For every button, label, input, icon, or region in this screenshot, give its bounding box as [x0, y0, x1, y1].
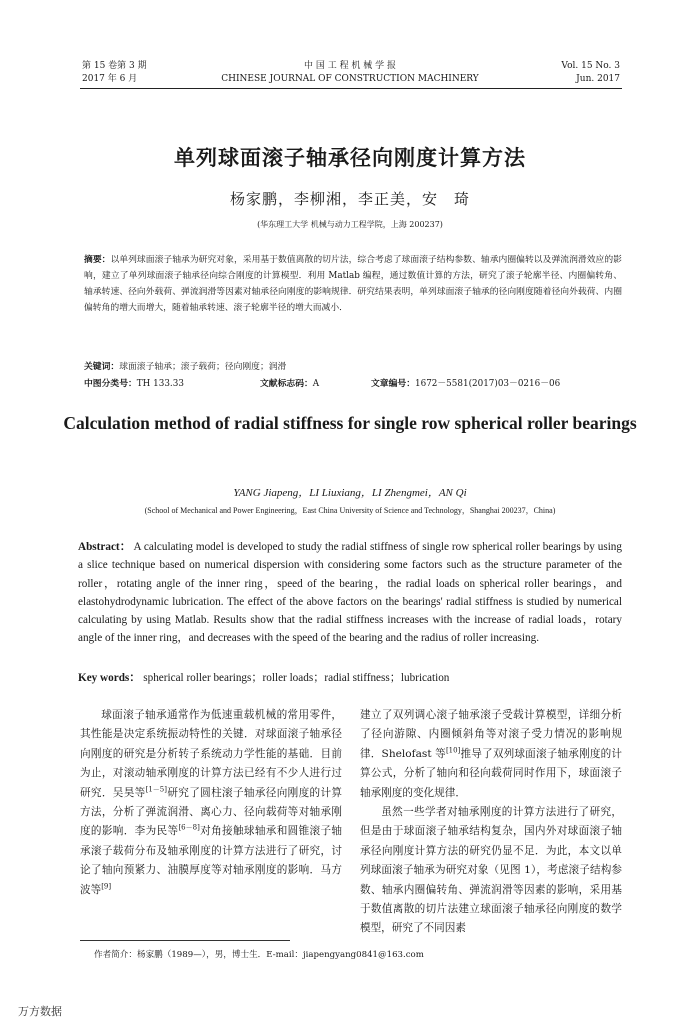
keywords-en-text: spherical roller bearings；roller loads；radial stiffness；lubrication [143, 672, 450, 684]
authors-en: YANG Jiapeng，LI Liuxiang，LI Zhengmei，AN Qi [233, 487, 467, 499]
author-footnote: 作者简介：杨家鹏（1989—），男，博士生．E-mail：jiapengyang0841@163.com [94, 950, 424, 960]
header-rule [80, 88, 622, 89]
abstract-en-text: A calculating model is developed to study the radial stiffness of single row spherical roller bearings by using a slice technique based on numerical dispersion with considering some factors such as the structure parameter of the roller，rotating angle of the inner ring，speed of the bearing，the radial loads on spherical roller bearings，and elastohydrodynamic lubrication. The effect of the above factors on the bearings' radial stiffness is studied by numerical calculating by using Matlab. Results show that the radial stiffness increases with the increase of radial loads，rotary angle of the inner ring，and decreases with the speed of the bearing and the radius of roller increasing. [78, 541, 622, 645]
abstract-cn [84, 252, 622, 316]
citation[interactable]: [10] [445, 746, 461, 755]
body-column-left [80, 706, 342, 900]
citation[interactable]: [6－8] [178, 823, 200, 832]
keywords-cn-text: 球面滚子轴承；滚子载荷；径向刚度；润滑 [119, 362, 287, 372]
wanfang-watermark: 万方数据 [18, 1005, 62, 1018]
citation[interactable]: [1－5] [145, 785, 167, 794]
header-date-en: Jun. 2017 [576, 74, 620, 84]
abstract-en-label: Abstract： [78, 541, 132, 553]
keywords-en [78, 669, 622, 687]
body-paragraph: 球面滚子轴承通常作为低速重载机械的常用零件，其性能是决定系统振动特性的关键．对球面滚子轴承径向刚度的研究是分析转子系统动力学性能的基础．目前为止，对滚动轴承刚度的计算方法已经有不少人进行过研究．吴昊等[1－5]研究了圆柱滚子轴承径向刚度的计算方法，分析了弹流润滑、离心力、径向载荷等对轴承刚度的影响．李为民等[6－8]对角接触球轴承和圆锥滚子轴承滚子载荷分布及轴承刚度的计算方法进行了研究，讨论了轴向预紧力、油膜厚度等对轴承刚度的影响．马方波等[9] [80, 709, 342, 896]
abstract-en [78, 538, 622, 648]
body-paragraph: 虽然一些学者对轴承刚度的计算方法进行了研究，但是由于球面滚子轴承结构复杂，国内外对球面滚子轴承径向刚度计算方法的研究仍显不足．为此，本文以单列球面滚子轴承为研究对象（见图 1），考虑滚子结构参数、轴承内圈偏转角、弹流润滑等因素的影响，采用基于数值离散的切片法建立球面滚子轴承径向刚度的数学模型，研究了不同因素 [360, 806, 622, 935]
header-volume-en: Vol. 15 No. 3 [561, 61, 620, 71]
clc-number: 中图分类号：TH 133.33 [84, 379, 184, 389]
abstract-cn-text: 以单列球面滚子轴承为研究对象，采用基于数值离散的切片法，综合考虑了球面滚子结构参数、轴承内圈偏转以及弹流润滑效应的影响，建立了单列球面滚子轴承径向综合刚度的计算模型．利用 Matlab 编程，通过数值计算的方法，研究了滚子轮廓半径、内圈偏转角、轴承转速、径向外载荷、弹流润滑等因素对轴承径向刚度的影响规律．研究结果表明，单列球面滚子轴承的径向刚度随着径向外载荷、内圈偏转角的增大而增大，随着轴承转速、滚子轮廓半径的增大而减小． [84, 255, 622, 313]
affiliation-en: (School of Mechanical and Power Engineering，East China University of Science and Technology，Shanghai 200237，China) [144, 506, 556, 515]
document-code: 文献标志码：A [260, 379, 320, 389]
footnote-rule [80, 940, 290, 941]
classification-row [84, 377, 622, 391]
header-issue-en [561, 60, 620, 86]
keywords-cn-label: 关键词： [84, 362, 120, 372]
paper-title-en: Calculation method of radial stiffness for single row spherical roller bearings [63, 413, 637, 433]
body-paragraph: 建立了双列调心滚子轴承滚子受载计算模型，详细分析了径向游隙、内圈倾斜角等对滚子受力情况的影响规律．Shelofast 等[10]推导了双列球面滚子轴承刚度的计算公式，分析了轴向和径向载荷同时作用下，球面滚子轴承刚度的变化规律． [360, 709, 622, 799]
article-number: 文章编号：1672－5581(2017)03－0216－06 [371, 379, 561, 389]
paper-title-cn: 单列球面滚子轴承径向刚度计算方法 [174, 146, 526, 170]
journal-name-en: CHINESE JOURNAL OF CONSTRUCTION MACHINERY [221, 74, 479, 84]
abstract-cn-label: 摘要： [84, 255, 111, 265]
journal-name-cn: 中 国 工 程 机 械 学 报 [303, 61, 397, 71]
body-column-right [360, 706, 622, 939]
citation[interactable]: [9] [101, 882, 112, 891]
authors-cn: 杨家鹏，李柳湘，李正美，安 琦 [229, 190, 470, 208]
affiliation-cn: (华东理工大学 机械与动力工程学院，上海 200237) [257, 220, 443, 229]
keywords-en-label: Key words： [78, 672, 141, 684]
keywords-cn [84, 360, 622, 374]
header-volume: 第 15 卷第 3 期 [82, 61, 147, 71]
header-date: 2017 年 6 月 [82, 74, 138, 84]
